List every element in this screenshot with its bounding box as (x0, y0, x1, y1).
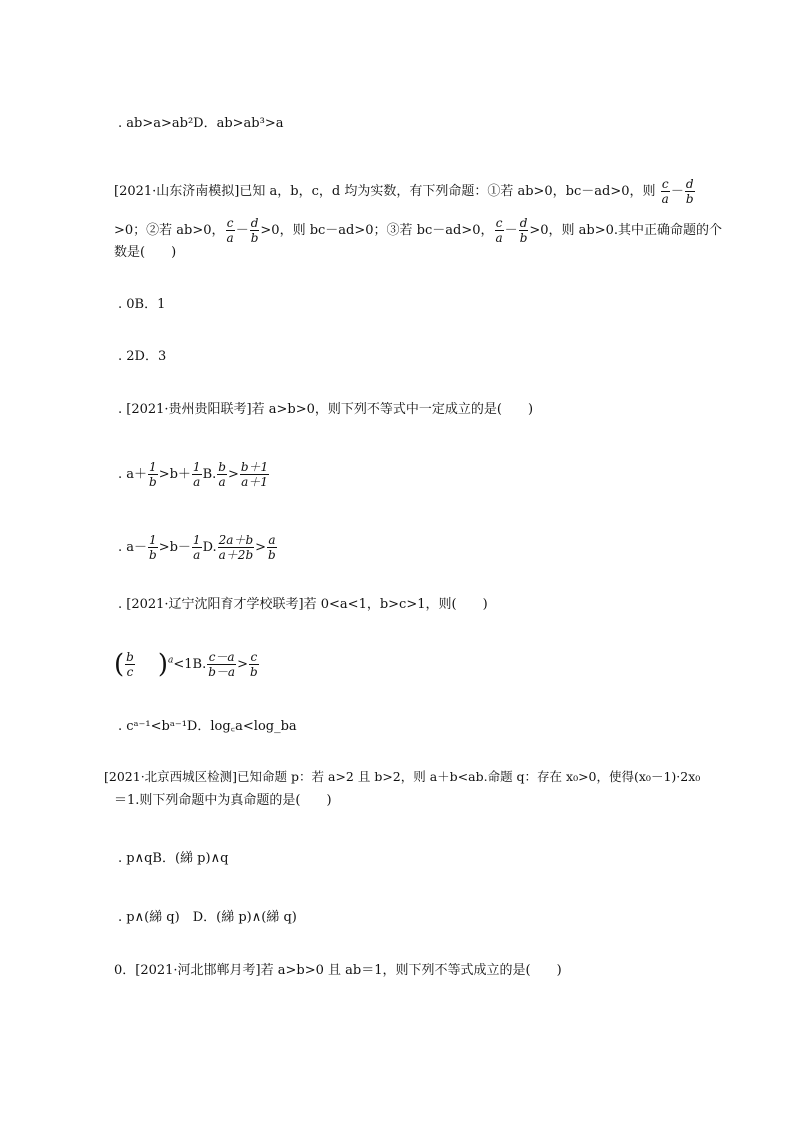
question-10-stem-line-1: [2021·北京西城区检测]已知命题 p：若 a>2 且 b>2，则 a＋b<ab.命题 q：存在 x₀>0，使得(x₀－1)·2x₀ (104, 769, 701, 784)
question-8-options-cd: . a－ $\frac{1}{b}$ >b－ $\frac{1}{a}$ D. $\frac{2a+b}{a+2b}$ > $\frac{a}{b}$ (118, 533, 276, 562)
fraction-a-over-b: $\frac{a}{b}$ (268, 533, 276, 562)
question-9-options-cd: . cᵃ⁻¹<bᵃ⁻¹D．log꜀a<log_ba (118, 719, 297, 734)
fraction-2apb-over-ap2b: $\frac{2a+b}{a+2b}$ (218, 533, 254, 562)
question-10-stem-line-2: ＝1.则下列命题中为真命题的是( ) (114, 793, 332, 808)
question-8-options-ab: . a＋ $\frac{1}{b}$ >b＋ $\frac{1}{a}$ B. $\frac{b}{a}$ > $\frac{b+1}{a+1}$ (118, 460, 269, 489)
question-9-stem: . [2021·辽宁沈阳育才学校联考]若 0<a<1，b>c>1，则( ) (118, 597, 488, 612)
question-9-options-ab: ( $\frac{b}{c}$ )$^a$<1B. $\frac{c-a}{b-a}$ > $\frac{c}{b}$ (114, 649, 258, 680)
fraction-1-over-b: $\frac{1}{b}$ (149, 533, 157, 562)
question-7-options-ab: . 0B．1 (118, 297, 166, 312)
fraction-1-over-b: $\frac{1}{b}$ (149, 460, 157, 489)
fraction-d-over-b: $\frac{d}{b}$ (250, 216, 259, 245)
question-10-options-ab: . p∧qB．(綈 p)∧q (118, 851, 229, 866)
fraction-d-over-b: $\frac{d}{b}$ (685, 177, 694, 206)
fraction-c-over-a: $\frac{c}{a}$ (226, 216, 234, 245)
fraction-b-over-a: $\frac{b}{a}$ (218, 460, 226, 489)
question-11-stem: 0．[2021·河北邯郸月考]若 a>b>0 且 ab＝1，则下列不等式成立的是( ) (114, 963, 562, 978)
question-8-stem: . [2021·贵州贵阳联考]若 a>b>0，则下列不等式中一定成立的是( ) (118, 402, 534, 417)
fraction-c-over-a: $\frac{c}{a}$ (495, 216, 503, 245)
question-7-options-cd: . 2D．3 (118, 349, 167, 364)
prev-question-options-cd: . ab>a>ab²D．ab>ab³>a (118, 116, 284, 131)
question-7-source: [2021·山东济南模拟] (114, 184, 240, 199)
fraction-1-over-a: $\frac{1}{a}$ (192, 533, 201, 562)
question-7-stem-line-3: 数是( ) (114, 245, 177, 260)
fraction-d-over-b: $\frac{d}{b}$ (519, 216, 528, 245)
question-7-stem-line-2: >0；②若 ab>0， $\frac{c}{a}$ － $\frac{d}{b}$ >0，则 bc－ad>0；③若 bc－ad>0， $\frac{c}{a}$ － $\frac{d}{b}$ >0，则 ab>0.其中正确命题的个 (114, 216, 723, 245)
fraction-c-over-a: $\frac{c}{a}$ (661, 177, 669, 206)
fraction-bp1-over-ap1: $\frac{b+1}{a+1}$ (240, 460, 269, 489)
question-10-options-cd: . p∧(綈 q) D．(綈 p)∧(綈 q) (118, 910, 297, 925)
fraction-1-over-a: $\frac{1}{a}$ (192, 460, 201, 489)
fraction-c-over-b: $\frac{c}{b}$ (249, 650, 258, 679)
fraction-cma-over-bma: $\frac{c-a}{b-a}$ (208, 650, 236, 679)
fraction-b-over-c: $\frac{b}{c}$ (126, 650, 134, 679)
question-7-stem-line-1: [2021·山东济南模拟]已知 a，b，c，d 均为实数，有下列命题：①若 ab>0，bc－ad>0，则 $\frac{c}{a}$ － $\frac{d}{b}$ (114, 177, 694, 206)
